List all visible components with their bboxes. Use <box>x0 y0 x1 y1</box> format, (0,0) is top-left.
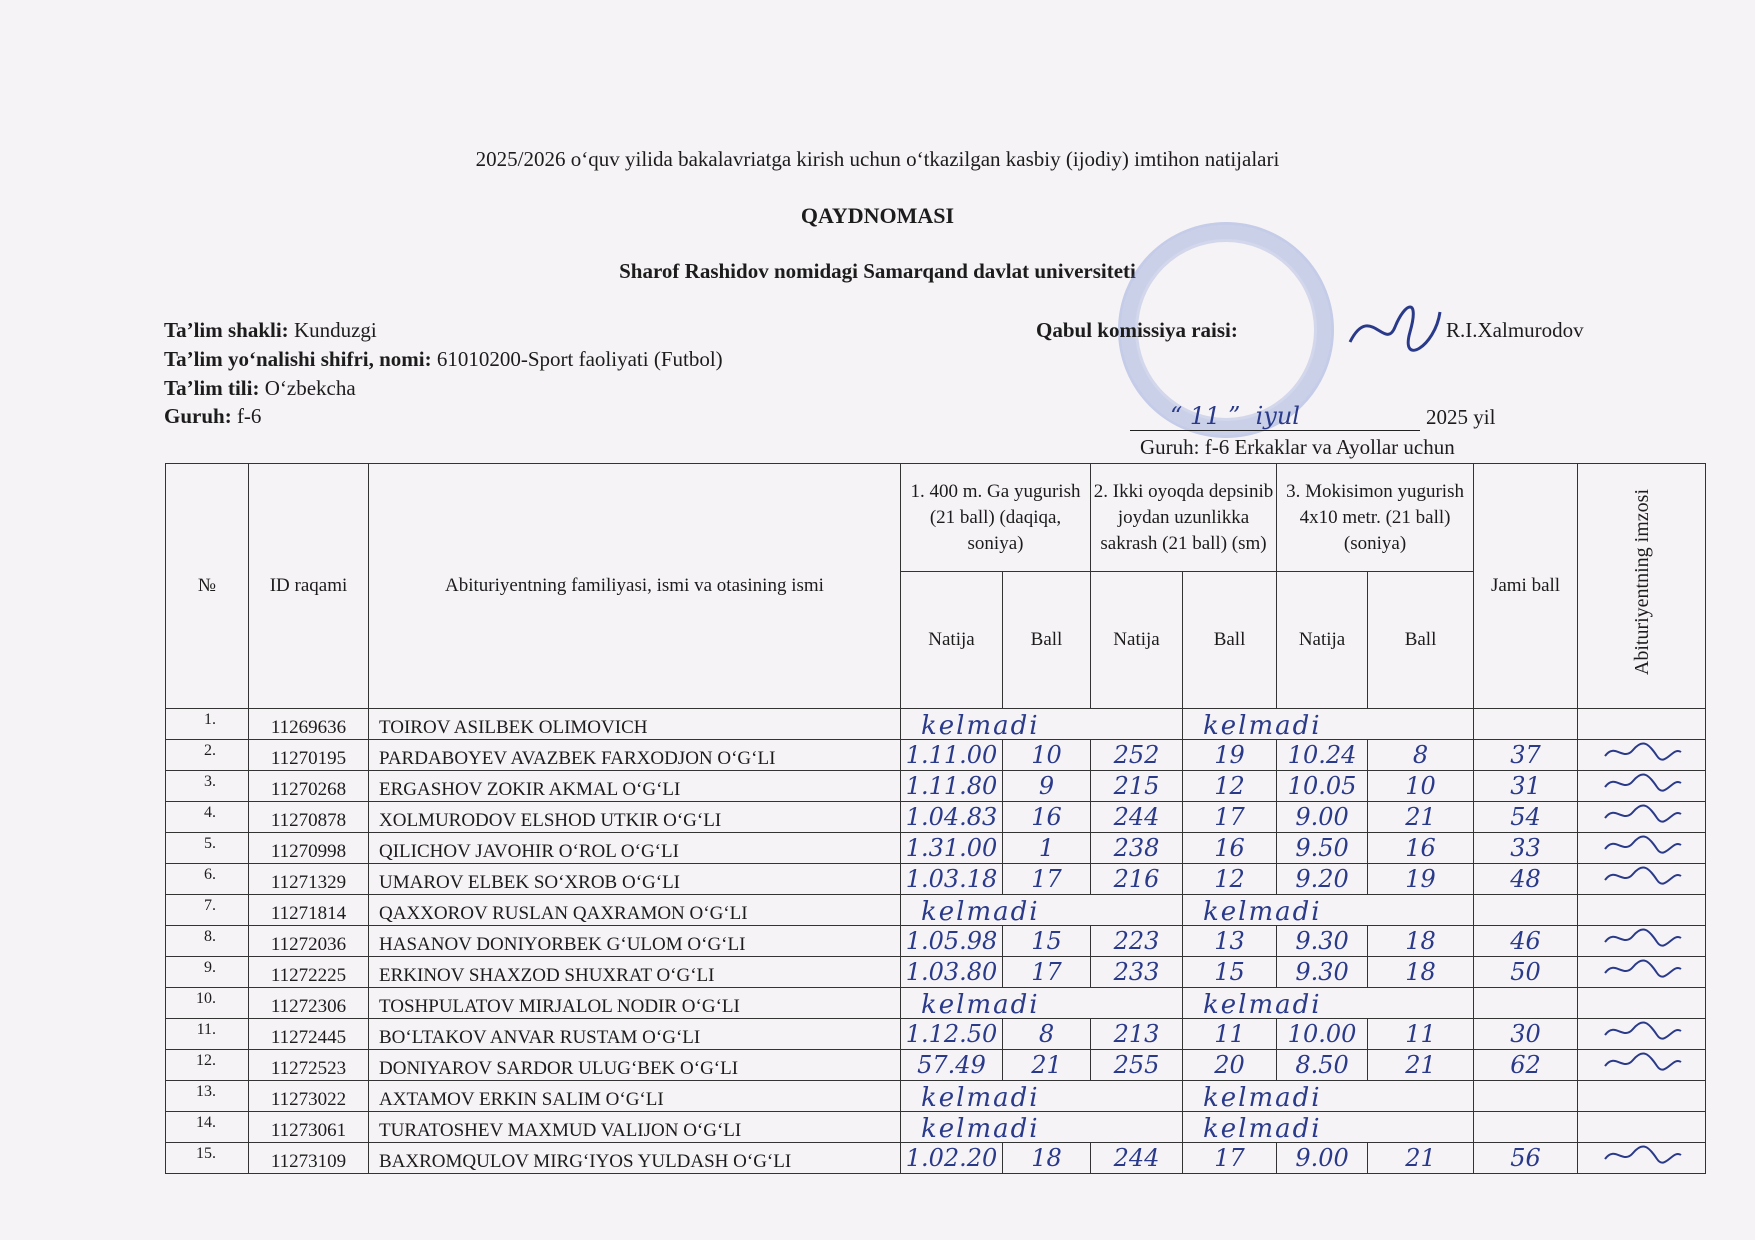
results-table <box>165 463 1706 1174</box>
row-total: 30 <box>1474 1019 1578 1050</box>
row-result-1: 57.49 <box>901 1050 1003 1081</box>
row-number: 8. <box>166 926 249 957</box>
row-total: 48 <box>1474 864 1578 895</box>
table-row <box>166 1019 1706 1050</box>
absent-mark: kelmadi <box>1203 897 1322 927</box>
row-result-2: 215 <box>1091 771 1183 802</box>
table-row <box>166 1050 1706 1081</box>
row-ball-3: 11 <box>1368 1019 1474 1050</box>
row-id: 11272036 <box>249 926 369 957</box>
row-number: 9. <box>166 957 249 988</box>
absent-mark: kelmadi <box>1203 990 1322 1020</box>
education-language <box>164 376 356 401</box>
row-total <box>1474 1081 1578 1112</box>
row-result-3: 9.30 <box>1277 926 1368 957</box>
table-row <box>166 771 1706 802</box>
row-ball-3: 19 <box>1368 864 1474 895</box>
group-label: Guruh: <box>164 404 232 428</box>
row-total: 62 <box>1474 1050 1578 1081</box>
row-result-2: 233 <box>1091 957 1183 988</box>
row-result-2: 238 <box>1091 833 1183 864</box>
header-total: Jami ball <box>1474 464 1578 709</box>
row-name: DONIYAROV SARDOR ULUG‘BEK O‘G‘LI <box>369 1050 901 1081</box>
education-language-label: Ta’lim tili: <box>164 376 260 400</box>
subheader-ball-2: Ball <box>1183 572 1277 709</box>
date-day-handwritten: “ 11 ” iyul <box>1170 402 1300 430</box>
row-result-3: 8.50 <box>1277 1050 1368 1081</box>
header-id: ID raqami <box>249 464 369 709</box>
row-ball-2: 11 <box>1183 1019 1277 1050</box>
group <box>164 404 261 429</box>
absent-mark-cell-2 <box>1183 709 1474 740</box>
education-language-value: O‘zbekcha <box>264 376 356 400</box>
table-row <box>166 740 1706 771</box>
row-result-1: 1.12.50 <box>901 1019 1003 1050</box>
row-id: 11270878 <box>249 802 369 833</box>
row-signature <box>1578 1081 1706 1112</box>
absent-mark: kelmadi <box>921 1114 1040 1144</box>
row-name: TURATOSHEV MAXMUD VALIJON O‘G‘LI <box>369 1112 901 1143</box>
education-direction <box>164 347 723 372</box>
row-id: 11270195 <box>249 740 369 771</box>
date-blank <box>1130 402 1420 431</box>
header-signature: Abituriyentning imzosi <box>1578 464 1706 709</box>
row-ball-1: 16 <box>1003 802 1091 833</box>
row-result-1: 1.03.80 <box>901 957 1003 988</box>
row-ball-2: 13 <box>1183 926 1277 957</box>
table-row <box>166 802 1706 833</box>
absent-mark-cell-2 <box>1183 1112 1474 1143</box>
absent-mark: kelmadi <box>921 1083 1040 1113</box>
education-form <box>164 318 377 343</box>
row-ball-3: 21 <box>1368 802 1474 833</box>
commission-chair-label: Qabul komissiya raisi: <box>1036 318 1238 342</box>
subheader-ball-3: Ball <box>1368 572 1474 709</box>
education-form-label: Ta’lim shakli: <box>164 318 289 342</box>
row-total <box>1474 1112 1578 1143</box>
row-result-2: 213 <box>1091 1019 1183 1050</box>
row-name: ERKINOV SHAXZOD SHUXRAT O‘G‘LI <box>369 957 901 988</box>
row-id: 11269636 <box>249 709 369 740</box>
row-ball-2: 17 <box>1183 802 1277 833</box>
table-row <box>166 864 1706 895</box>
row-ball-3: 10 <box>1368 771 1474 802</box>
row-id: 11273109 <box>249 1143 369 1174</box>
row-id: 11271814 <box>249 895 369 926</box>
header-test-long-jump: 2. Ikki oyoqda depsinib joydan uzunlikka sakrash (21 ball) (sm) <box>1091 464 1277 572</box>
row-result-3: 10.05 <box>1277 771 1368 802</box>
row-name: QAXXOROV RUSLAN QAXRAMON O‘G‘LI <box>369 895 901 926</box>
row-result-3: 9.30 <box>1277 957 1368 988</box>
row-id: 11270998 <box>249 833 369 864</box>
row-result-1: 1.11.80 <box>901 771 1003 802</box>
row-ball-3: 16 <box>1368 833 1474 864</box>
row-name: QILICHOV JAVOHIR O‘ROL O‘G‘LI <box>369 833 901 864</box>
subheader-result-1: Natija <box>901 572 1003 709</box>
table-row <box>166 1112 1706 1143</box>
chair-signature-icon <box>1340 292 1450 362</box>
row-name: BO‘LTAKOV ANVAR RUSTAM O‘G‘LI <box>369 1019 901 1050</box>
row-signature <box>1578 802 1706 833</box>
signature-icon <box>1597 833 1687 857</box>
row-ball-1: 9 <box>1003 771 1091 802</box>
row-result-3: 10.00 <box>1277 1019 1368 1050</box>
row-number: 10. <box>166 988 249 1019</box>
date-year: 2025 yil <box>1426 405 1496 429</box>
row-result-1: 1.02.20 <box>901 1143 1003 1174</box>
row-name: TOIROV ASILBEK OLIMOVICH <box>369 709 901 740</box>
absent-mark: kelmadi <box>921 990 1040 1020</box>
header-number: № <box>166 464 249 709</box>
subheader-result-2: Natija <box>1091 572 1183 709</box>
row-name: AXTAMOV ERKIN SALIM O‘G‘LI <box>369 1081 901 1112</box>
row-result-2: 244 <box>1091 802 1183 833</box>
row-number: 5. <box>166 833 249 864</box>
row-ball-1: 18 <box>1003 1143 1091 1174</box>
table-row <box>166 988 1706 1019</box>
absent-mark-cell-2 <box>1183 988 1474 1019</box>
row-signature <box>1578 926 1706 957</box>
row-total <box>1474 709 1578 740</box>
signature-icon <box>1597 771 1687 795</box>
row-id: 11272523 <box>249 1050 369 1081</box>
row-signature <box>1578 988 1706 1019</box>
row-result-1: 1.31.00 <box>901 833 1003 864</box>
row-result-2: 223 <box>1091 926 1183 957</box>
row-result-1: 1.11.00 <box>901 740 1003 771</box>
row-number: 14. <box>166 1112 249 1143</box>
absent-mark-cell-2 <box>1183 1081 1474 1112</box>
signature-icon <box>1597 957 1687 981</box>
row-result-2: 216 <box>1091 864 1183 895</box>
row-total <box>1474 988 1578 1019</box>
row-total: 54 <box>1474 802 1578 833</box>
row-number: 2. <box>166 740 249 771</box>
row-result-3: 10.24 <box>1277 740 1368 771</box>
absent-mark-cell-1 <box>901 895 1183 926</box>
row-number: 15. <box>166 1143 249 1174</box>
row-ball-1: 1 <box>1003 833 1091 864</box>
table-row <box>166 1143 1706 1174</box>
row-ball-1: 17 <box>1003 864 1091 895</box>
row-result-2: 252 <box>1091 740 1183 771</box>
table-row <box>166 709 1706 740</box>
row-number: 3. <box>166 771 249 802</box>
row-result-1: 1.03.18 <box>901 864 1003 895</box>
absent-mark-cell-1 <box>901 1112 1183 1143</box>
row-id: 11270268 <box>249 771 369 802</box>
row-signature <box>1578 771 1706 802</box>
row-name: BAXROMQULOV MIRG‘IYOS YULDASH O‘G‘LI <box>369 1143 901 1174</box>
absent-mark: kelmadi <box>1203 711 1322 741</box>
absent-mark: kelmadi <box>1203 1083 1322 1113</box>
signature-icon <box>1597 926 1687 950</box>
row-id: 11272225 <box>249 957 369 988</box>
row-id: 11273061 <box>249 1112 369 1143</box>
results-rows <box>166 709 1706 1174</box>
table-row <box>166 926 1706 957</box>
table-row <box>166 957 1706 988</box>
row-id: 11272445 <box>249 1019 369 1050</box>
education-form-value: Kunduzgi <box>293 318 377 342</box>
row-total: 56 <box>1474 1143 1578 1174</box>
row-ball-1: 8 <box>1003 1019 1091 1050</box>
row-ball-2: 16 <box>1183 833 1277 864</box>
absent-mark: kelmadi <box>921 897 1040 927</box>
row-signature <box>1578 1050 1706 1081</box>
row-signature <box>1578 1143 1706 1174</box>
row-ball-1: 10 <box>1003 740 1091 771</box>
row-number: 4. <box>166 802 249 833</box>
signature-icon <box>1597 1019 1687 1043</box>
row-id: 11271329 <box>249 864 369 895</box>
absent-mark-cell-1 <box>901 988 1183 1019</box>
document-title: QAYDNOMASI <box>800 203 955 228</box>
absent-mark-cell-1 <box>901 709 1183 740</box>
row-result-3: 9.20 <box>1277 864 1368 895</box>
header-test-shuttle-run: 3. Mokisimon yugurish 4x10 metr. (21 ball) (soniya) <box>1277 464 1474 572</box>
table-row <box>166 895 1706 926</box>
row-signature <box>1578 833 1706 864</box>
row-signature <box>1578 957 1706 988</box>
row-name: XOLMURODOV ELSHOD UTKIR O‘G‘LI <box>369 802 901 833</box>
row-name: ERGASHOV ZOKIR AKMAL O‘G‘LI <box>369 771 901 802</box>
row-ball-3: 21 <box>1368 1143 1474 1174</box>
row-signature <box>1578 1019 1706 1050</box>
table-row <box>166 1081 1706 1112</box>
group-value: f-6 <box>236 404 262 428</box>
university-name: Sharof Rashidov nomidagi Samarqand davlat universiteti <box>619 259 1136 283</box>
row-name: TOSHPULATOV MIRJALOL NODIR O‘G‘LI <box>369 988 901 1019</box>
row-total: 50 <box>1474 957 1578 988</box>
row-ball-1: 17 <box>1003 957 1091 988</box>
signature-icon <box>1597 740 1687 764</box>
row-signature <box>1578 709 1706 740</box>
row-name: HASANOV DONIYORBEK G‘ULOM O‘G‘LI <box>369 926 901 957</box>
row-total <box>1474 895 1578 926</box>
row-ball-2: 12 <box>1183 864 1277 895</box>
row-result-3: 9.00 <box>1277 1143 1368 1174</box>
row-id: 11273022 <box>249 1081 369 1112</box>
commission-chair-name: R.I.Xalmurodov <box>1446 318 1584 342</box>
table-row <box>166 833 1706 864</box>
row-ball-1: 15 <box>1003 926 1091 957</box>
subheader-ball-1: Ball <box>1003 572 1091 709</box>
row-id: 11272306 <box>249 988 369 1019</box>
row-number: 13. <box>166 1081 249 1112</box>
row-number: 7. <box>166 895 249 926</box>
row-ball-2: 17 <box>1183 1143 1277 1174</box>
row-ball-3: 18 <box>1368 926 1474 957</box>
absent-mark-cell-2 <box>1183 895 1474 926</box>
row-number: 1. <box>166 709 249 740</box>
row-total: 33 <box>1474 833 1578 864</box>
row-signature <box>1578 895 1706 926</box>
row-number: 12. <box>166 1050 249 1081</box>
signature-icon <box>1597 1143 1687 1167</box>
education-direction-value: 61010200-Sport faoliyati (Futbol) <box>436 347 723 371</box>
row-number: 11. <box>166 1019 249 1050</box>
document-heading: 2025/2026 o‘quv yilida bakalavriatga kirish uchun o‘tkazilgan kasbiy (ijodiy) imtihon natijalari <box>475 147 1280 171</box>
signature-icon <box>1597 802 1687 826</box>
header-name: Abituriyentning familiyasi, ismi va otasining ismi <box>369 464 901 709</box>
row-ball-3: 8 <box>1368 740 1474 771</box>
row-signature <box>1578 1112 1706 1143</box>
header-test-400m: 1. 400 m. Ga yugurish (21 ball) (daqiqa, soniya) <box>901 464 1091 572</box>
signature-icon <box>1597 864 1687 888</box>
row-ball-1: 21 <box>1003 1050 1091 1081</box>
row-ball-3: 18 <box>1368 957 1474 988</box>
row-name: UMAROV ELBEK SO‘XROB O‘G‘LI <box>369 864 901 895</box>
row-result-1: 1.05.98 <box>901 926 1003 957</box>
education-direction-label: Ta’lim yo‘nalishi shifri, nomi: <box>164 347 432 371</box>
date-line <box>1130 402 1496 431</box>
subheader-result-3: Natija <box>1277 572 1368 709</box>
row-result-3: 9.00 <box>1277 802 1368 833</box>
row-ball-2: 12 <box>1183 771 1277 802</box>
row-result-2: 244 <box>1091 1143 1183 1174</box>
group-line: Guruh: f-6 Erkaklar va Ayollar uchun <box>1140 435 1455 459</box>
row-signature <box>1578 864 1706 895</box>
signature-icon <box>1597 1050 1687 1074</box>
row-number: 6. <box>166 864 249 895</box>
row-name: PARDABOYEV AVAZBEK FARXODJON O‘G‘LI <box>369 740 901 771</box>
row-total: 46 <box>1474 926 1578 957</box>
row-total: 37 <box>1474 740 1578 771</box>
absent-mark: kelmadi <box>921 711 1040 741</box>
row-ball-3: 21 <box>1368 1050 1474 1081</box>
absent-mark: kelmadi <box>1203 1114 1322 1144</box>
row-result-3: 9.50 <box>1277 833 1368 864</box>
row-result-1: 1.04.83 <box>901 802 1003 833</box>
row-ball-2: 15 <box>1183 957 1277 988</box>
row-total: 31 <box>1474 771 1578 802</box>
row-signature <box>1578 740 1706 771</box>
row-result-2: 255 <box>1091 1050 1183 1081</box>
row-ball-2: 20 <box>1183 1050 1277 1081</box>
row-ball-2: 19 <box>1183 740 1277 771</box>
absent-mark-cell-1 <box>901 1081 1183 1112</box>
